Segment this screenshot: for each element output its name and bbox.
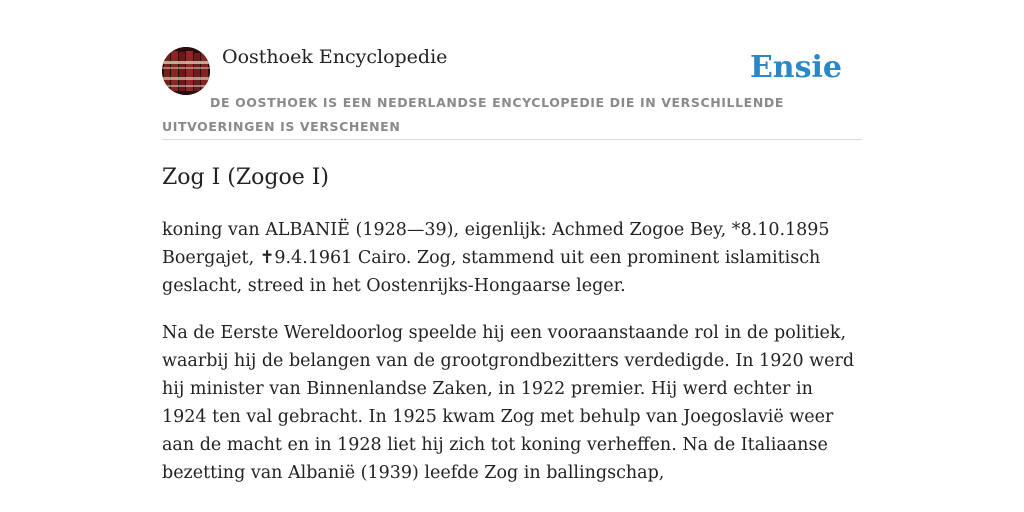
article-paragraph: koning van ALBANIË (1928—39), eigenlijk: Achmed Zogoe Bey, *8.10.1895 Boergajet, ✝9.4.1961 Cairo. Zog, stammend uit een prominent islamitisch geslacht, streed in het Oostenrijks-Hongaarse leger.	[162, 220, 830, 296]
site-name[interactable]: Oosthoek Encyclopedie	[222, 46, 448, 68]
site-tagline: DE OOSTHOEK IS EEN NEDERLANDSE ENCYCLOPEDIE DIE IN VERSCHILLENDE UITVOERINGEN IS VERSCHENEN	[162, 95, 784, 134]
article-title: Zog I (Zogoe I)	[162, 165, 330, 190]
brand-logo[interactable]: Ensie	[749, 50, 842, 85]
encyclopedia-books-icon[interactable]	[162, 47, 210, 95]
article	[162, 160, 862, 487]
article-paragraph: Na de Eerste Wereldoorlog speelde hij een vooraanstaande rol in de politiek, waarbij hij de belangen van de grootgrondbezitters verdedigde. In 1920 werd hij minister van Binnenlandse Zaken, in 1922 premier. Hij werd echter in 1924 ten val gebracht. In 1925 kwam Zog met behulp van Joegoslavië weer aan de macht en in 1928 liet hij zich tot koning verheffen. Na de Italiaanse bezetting van Albanië (1939) leefde Zog in ballingschap,	[162, 323, 855, 483]
site-header	[162, 44, 862, 140]
